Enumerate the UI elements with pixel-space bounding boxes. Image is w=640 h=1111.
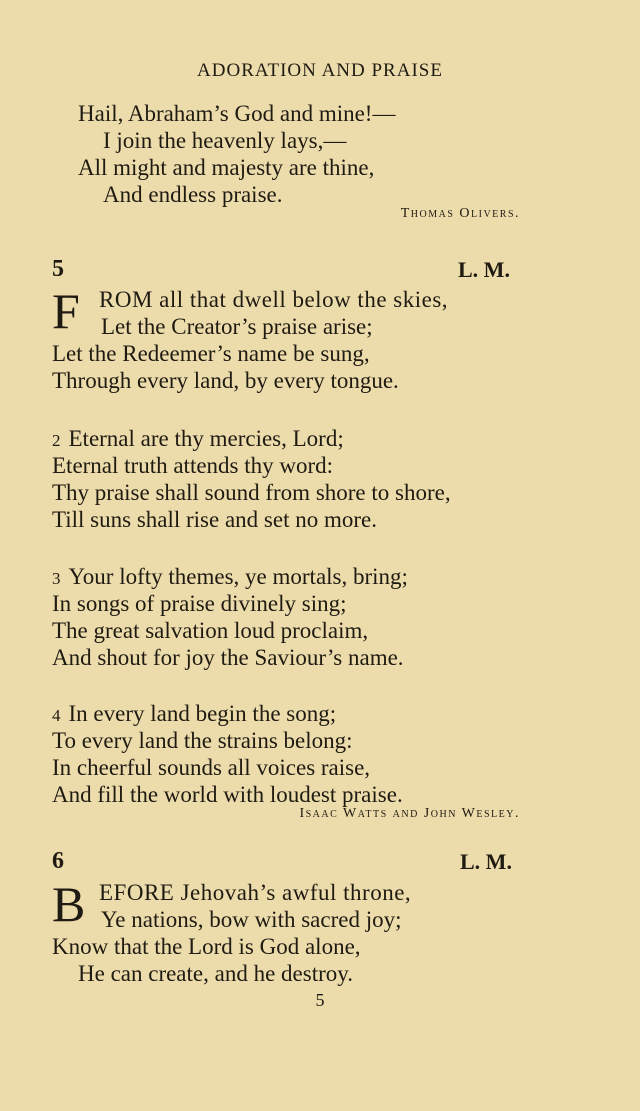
hymn-meter: L. M.	[458, 257, 510, 282]
verse-line: In cheerful sounds all voices raise,	[52, 755, 371, 780]
verse-line: He can create, and he destroy.	[78, 961, 354, 986]
verse-line: 2 Eternal are thy mercies, Lord;	[52, 426, 344, 451]
verse-line: In songs of praise divinely sing;	[52, 591, 347, 616]
verse-line: And endless praise.	[103, 182, 283, 207]
running-header: ADORATION AND PRAISE	[197, 60, 443, 81]
verse-line: Eternal truth attends thy word:	[52, 453, 334, 478]
verse-line: And shout for joy the Saviour’s name.	[52, 645, 404, 670]
hymn-number: 6	[52, 848, 64, 874]
drop-cap: F	[52, 283, 80, 339]
hymn-meter: L. M.	[460, 849, 512, 874]
author-attribution: Isaac Watts and John Wesley.	[299, 806, 520, 821]
verse-line: 3 Your lofty themes, ye mortals, bring;	[52, 564, 408, 589]
verse-line: I join the heavenly lays,—	[103, 128, 347, 153]
verse-line: Let the Redeemer’s name be sung,	[52, 341, 370, 366]
author-attribution: Thomas Olivers.	[400, 206, 520, 221]
verse-line: ROM all that dwell below the skies,	[99, 287, 449, 312]
verse-line: Ye nations, bow with sacred joy;	[101, 907, 402, 932]
verse-line: Let the Creator’s praise arise;	[101, 314, 373, 339]
verse-line: Hail, Abraham’s God and mine!—	[78, 101, 396, 126]
verse-line: To every land the strains belong:	[52, 728, 353, 753]
verse-line: Thy praise shall sound from shore to shore,	[52, 480, 451, 505]
hymn-number: 5	[52, 256, 64, 282]
verse-line: Through every land, by every tongue.	[52, 368, 399, 393]
verse-line: The great salvation loud proclaim,	[52, 618, 369, 643]
verse-line: Know that the Lord is God alone,	[52, 934, 361, 959]
page-number: 5	[315, 990, 325, 1010]
verse-line: EFORE Jehovah’s awful throne,	[99, 880, 412, 905]
stanza-number: 3	[52, 569, 61, 588]
verse-line: 4 In every land begin the song;	[52, 701, 337, 726]
verse-line: And fill the world with loudest praise.	[52, 782, 403, 807]
verse-line: Till suns shall rise and set no more.	[52, 507, 377, 532]
stanza-number: 4	[52, 706, 61, 725]
stanza-number: 2	[52, 431, 61, 450]
verse-line: All might and majesty are thine,	[78, 155, 375, 180]
drop-cap: B	[52, 876, 86, 932]
